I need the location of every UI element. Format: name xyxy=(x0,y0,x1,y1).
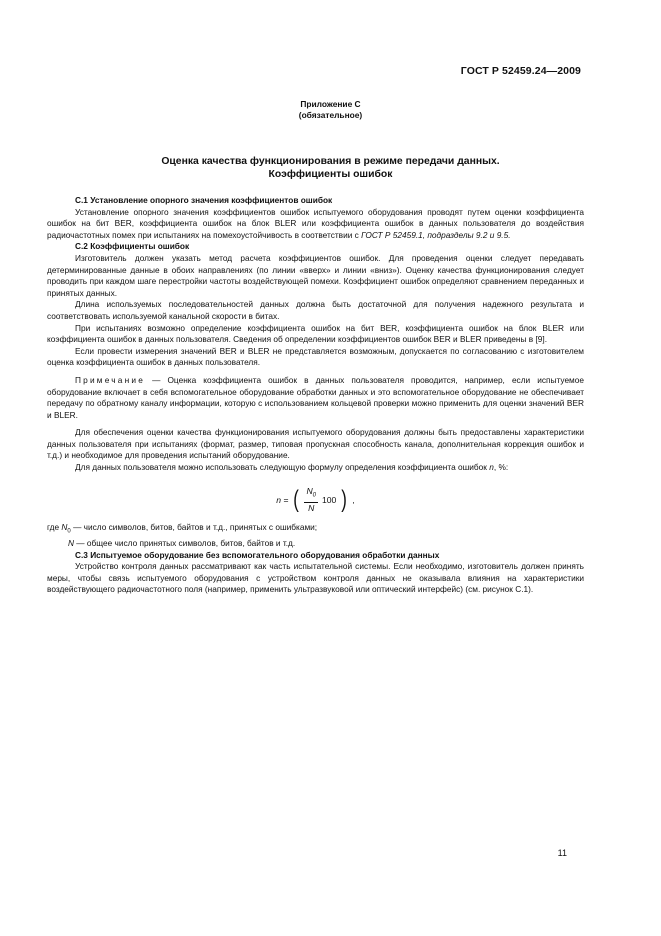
note-paragraph: Примечание — Оценка коэффициента ошибок в данных пользователя проводится, например, если испытуемое оборудование включает в себя вспомогательное оборудование обработки данных и это вспомогательное оборудование не обеспечивает передачу по обратному каналу информации, которую с использованием кольцевой проверки можно применить для оценки значений BER и BLER. xyxy=(47,374,584,420)
section-c2-paragraph-3: При испытаниях возможно определение коэффициента ошибок на бит BER, коэффициента ошибок на блок BLER или коэффициента ошибок в данных пользователя. Сведения об определении коэффициентов ошибок BER и BLER приведены в [9]. xyxy=(47,322,584,345)
section-c3-heading: С.3 Испытуемое оборудование без вспомогательного оборудования обработки данных xyxy=(75,549,440,560)
section-c1-paragraph: Установление опорного значения коэффициентов ошибок испытуемого оборудования проводят путем оценки коэффициента ошибок на бит BER, коэффициента ошибок на блок BLER или коэффициента ошибок в данных пользователя до воздействия радиочастотных помех при испытаниях на помехоустойчивость в соответствии с ГОСТ Р 52459.1, подразделы 9.2 и 9.5. xyxy=(47,206,584,240)
section-c2-paragraph-4: Если провести измерения значений BER и BLER не представляется возможным, допускается по согласованию с изготовителем оценка коэффициента ошибок в данных пользователя. xyxy=(47,345,584,368)
formula-lhs: n = xyxy=(276,494,289,505)
note-label: Примечание xyxy=(75,374,146,385)
section-c3-paragraph: Устройство контроля данных рассматривают как часть испытательной системы. Если необходимо, изготовитель должен принять меры, чтобы связь испытуемого оборудования с устройством контроля данных не оказывала влияния на характеристики воздействующего радиочастотного поля (например, применить ультразвуковой или оптический интерфейс) (см. рисунок С.1). xyxy=(47,561,584,595)
section-c2-heading: С.2 Коэффициенты ошибок xyxy=(75,241,190,252)
annex-heading xyxy=(0,99,661,121)
section-c2-paragraph-5: Для обеспечения оценки качества функционирования испытуемого оборудования должны быть предоставлены характеристики данных пользователя при испытаниях (формат, размер, типовая пропускная способность канала, дополнительная коррекция ошибок и т.д.) и необходимое для проведения испытаний оборудование. xyxy=(47,427,584,461)
document-title xyxy=(0,155,661,181)
standard-reference: ГОСТ Р 52459.1, подразделы 9.2 и 9.5. xyxy=(361,229,511,240)
section-c2-paragraph-6: Для данных пользователя можно использовать следующую формулу определения коэффициента ошибок n, %: xyxy=(75,462,509,473)
annex-status: (обязательное) xyxy=(298,110,363,120)
error-rate-formula: n = ( $\frac{N_0}{N}$ 100 ) , xyxy=(276,485,355,513)
section-c1-heading: С.1 Установление опорного значения коэффициентов ошибок xyxy=(75,195,333,205)
title-line-1: Оценка качества функционирования в режиме передачи данных. xyxy=(161,156,500,167)
annex-title: Приложение С xyxy=(300,99,361,109)
standard-number: ГОСТ Р 52459.24—2009 xyxy=(460,65,581,77)
title-line-2: Коэффициенты ошибок xyxy=(268,169,393,180)
page-number: 11 xyxy=(557,848,567,858)
section-c2-paragraph-1: Изготовитель должен указать метод расчета коэффициентов ошибок. Для проведения оценки следует передавать детерминированные данные в обоих направлениях (по линии «вверх» и линии «вниз»). Оценку качества функционирования следует проводить при каждом шаге перестройки частоты воздействующей помехи. Коэффициент ошибок определяют сравнением переданных и принятых данных. xyxy=(47,252,584,298)
definition-n0: где $N_0$ — число символов, битов, байтов и т.д., принятых с ошибками; xyxy=(47,521,318,535)
formula-fraction: $\frac{N_0}{N}$ xyxy=(306,485,316,513)
document-body xyxy=(47,195,584,596)
definition-n: N — общее число принятых символов, битов, байтов и т.д. xyxy=(68,537,296,548)
section-c2-paragraph-2: Длина используемых последовательностей данных должна быть достаточной для получения надежного результата и соответствовать используемой канальной скорости в битах. xyxy=(47,299,584,321)
formula-factor: 100 xyxy=(322,494,337,505)
